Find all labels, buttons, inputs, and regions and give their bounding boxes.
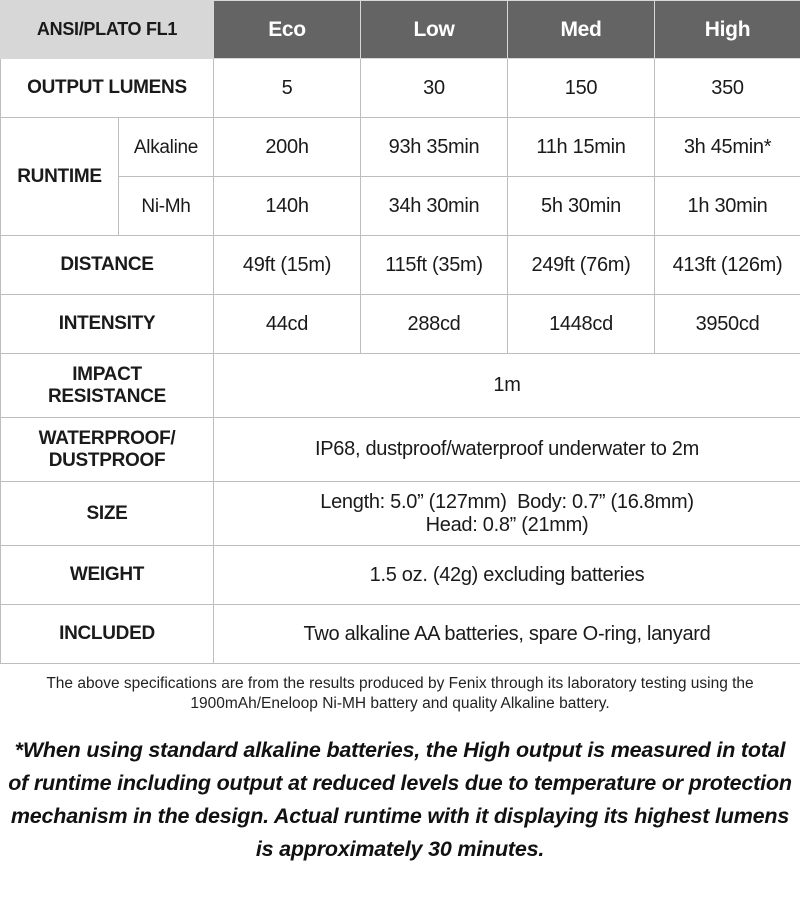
included-row	[1, 605, 800, 664]
waterproof-label	[1, 418, 214, 482]
runtime-alkaline-med: 11h 15min	[508, 118, 655, 177]
runtime-alkaline-eco: 200h	[214, 118, 361, 177]
size-value-line1: Length: 5.0” (127mm) Body: 0.7” (16.8mm)	[320, 490, 694, 513]
distance-low: 115ft (35m)	[361, 236, 508, 295]
output-med: 150	[508, 59, 655, 118]
included-label: INCLUDED	[1, 605, 214, 664]
impact-row	[1, 354, 800, 418]
output-high: 350	[655, 59, 800, 118]
impact-label-line1: IMPACT	[72, 363, 142, 385]
header-row	[1, 1, 800, 59]
output-row	[1, 59, 800, 118]
runtime-nimh-high: 1h 30min	[655, 177, 800, 236]
model-header: ANSI/PLATO FL1	[1, 1, 214, 59]
weight-value: 1.5 oz. (42g) excluding batteries	[214, 546, 800, 605]
size-value	[214, 482, 800, 546]
intensity-eco: 44cd	[214, 295, 361, 354]
distance-label: DISTANCE	[1, 236, 214, 295]
spec-footnote: The above specifications are from the results produced by Fenix through its laboratory testing using the 1900mAh/Eneloop Ni-MH battery and quality Alkaline battery.	[46, 675, 754, 712]
impact-label	[1, 354, 214, 418]
impact-label-line2: RESISTANCE	[47, 385, 167, 407]
mode-header-high: High	[655, 1, 800, 59]
size-value-line2: Head: 0.8” (21mm)	[425, 513, 589, 536]
nimh-label: Ni-Mh	[119, 177, 214, 236]
waterproof-value: IP68, dustproof/waterproof underwater to 2m	[214, 418, 800, 482]
runtime-alkaline-row	[1, 118, 800, 177]
waterproof-row	[1, 418, 800, 482]
output-label: OUTPUT LUMENS	[1, 59, 214, 118]
runtime-nimh-low: 34h 30min	[361, 177, 508, 236]
runtime-alkaline-low: 93h 35min	[361, 118, 508, 177]
included-value: Two alkaline AA batteries, spare O-ring, lanyard	[214, 605, 800, 664]
runtime-nimh-med: 5h 30min	[508, 177, 655, 236]
intensity-label: INTENSITY	[1, 295, 214, 354]
distance-high: 413ft (126m)	[655, 236, 800, 295]
size-row	[1, 482, 800, 546]
waterproof-label-line1: WATERPROOF/	[38, 427, 176, 449]
intensity-low: 288cd	[361, 295, 508, 354]
mode-header-eco: Eco	[214, 1, 361, 59]
distance-med: 249ft (76m)	[508, 236, 655, 295]
mode-header-med: Med	[508, 1, 655, 59]
output-low: 30	[361, 59, 508, 118]
mode-header-low: Low	[361, 1, 508, 59]
alkaline-label: Alkaline	[119, 118, 214, 177]
waterproof-label-line2: DUSTPROOF	[48, 449, 166, 471]
intensity-row	[1, 295, 800, 354]
weight-row	[1, 546, 800, 605]
runtime-note: *When using standard alkaline batteries, the High output is measured in total of runtime including output at reduced levels due to temperature or protection mechanism in the design. Actual runtime with it displaying its highest lumens is approximately 30 minutes.	[8, 738, 792, 861]
intensity-high: 3950cd	[655, 295, 800, 354]
runtime-alkaline-high: 3h 45min*	[655, 118, 800, 177]
intensity-med: 1448cd	[508, 295, 655, 354]
runtime-label: RUNTIME	[1, 118, 119, 236]
runtime-nimh-row	[1, 177, 800, 236]
impact-value: 1m	[214, 354, 800, 418]
output-eco: 5	[214, 59, 361, 118]
distance-row	[1, 236, 800, 295]
distance-eco: 49ft (15m)	[214, 236, 361, 295]
weight-label: WEIGHT	[1, 546, 214, 605]
runtime-nimh-eco: 140h	[214, 177, 361, 236]
size-label: SIZE	[1, 482, 214, 546]
